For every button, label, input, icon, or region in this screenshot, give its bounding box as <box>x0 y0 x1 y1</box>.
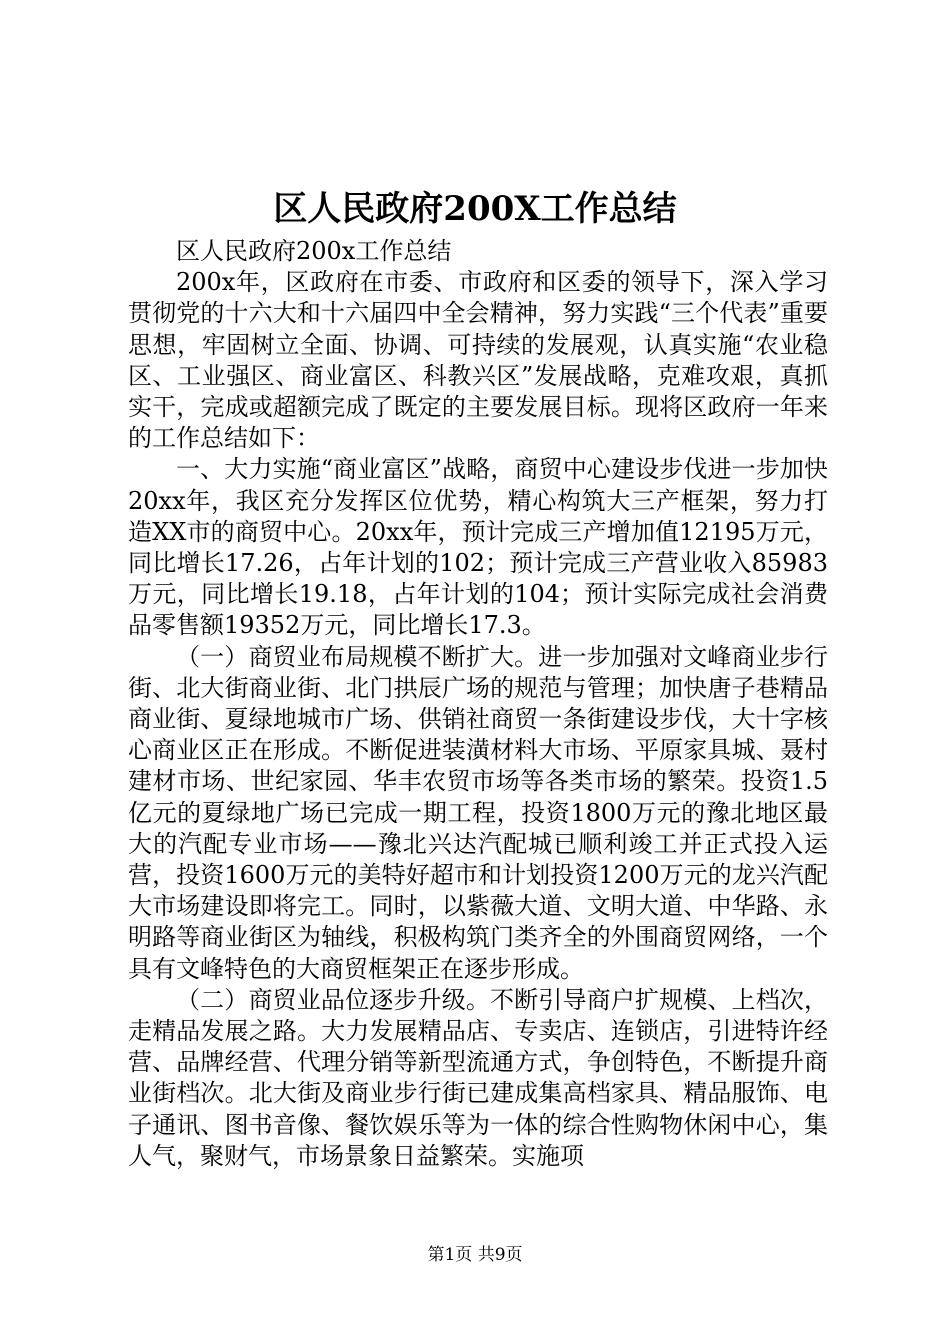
document-title: 区人民政府200X工作总结 <box>273 189 677 229</box>
document-body <box>128 236 828 1172</box>
paragraph-subsection-one: （一）商贸业布局规模不断扩大。进一步加强对文峰商业步行街、北大街商业街、北门拱辰广场的规范与管理；加快唐子巷精品商业街、夏绿地城市广场、供销社商贸一条街建设步伐，大十字核心商业区正在形成。不断促进装潢材料大市场、平原家具城、聂村建材市场、世纪家园、华丰农贸市场等各类市场的繁荣。投资1.5亿元的夏绿地广场已完成一期工程，投资1800万元的豫北地区最大的汽配专业市场——豫北兴达汽配城已顺利竣工并正式投入运营，投资1600万元的美特好超市和计划投资1200万元的龙兴汽配大市场建设即将完工。同时，以紫薇大道、文明大道、中华路、永明路等商业街区为轴线，积极构筑门类齐全的外围商贸网络，一个具有文峰特色的大商贸框架正在逐步形成。 <box>128 642 828 983</box>
paragraph-subsection-two: （二）商贸业品位逐步升级。不断引导商户扩规模、上档次，走精品发展之路。大力发展精品店、专卖店、连锁店，引进特许经营、品牌经营、代理分销等新型流通方式，争创特色，不断提升商业街档次。北大街及商业步行街已建成集高档家具、精品服饰、电子通讯、图书音像、餐饮娱乐等为一体的综合性购物休闲中心，集人气，聚财气，市场景象日益繁荣。实施项 <box>128 985 828 1170</box>
paragraph-subtitle: 区人民政府200x工作总结 <box>176 237 452 265</box>
paragraph-section-one: 一、大力实施“商业富区”战略，商贸中心建设步伐进一步加快20xx年，我区充分发挥区位优势，精心构筑大三产框架，努力打造XX市的商贸中心。20xx年，预计完成三产增加值12195万元，同比增长17.26，占年计划的102；预计完成三产营业收入85983万元，同比增长19.18，占年计划的104；预计实际完成社会消费品零售额19352万元，同比增长17.3。 <box>128 455 828 640</box>
page-footer: 第1页 共9页 <box>427 1245 523 1265</box>
paragraph-intro: 200x年，区政府在市委、市政府和区委的领导下，深入学习贯彻党的十六大和十六届四中全会精神，努力实践“三个代表”重要思想，牢固树立全面、协调、可持续的发展观，认真实施“农业稳区、工业强区、商业富区、科教兴区”发展战略，克难攻艰，真抓实干，完成或超额完成了既定的主要发展目标。现将区政府一年来的工作总结如下： <box>128 268 828 453</box>
